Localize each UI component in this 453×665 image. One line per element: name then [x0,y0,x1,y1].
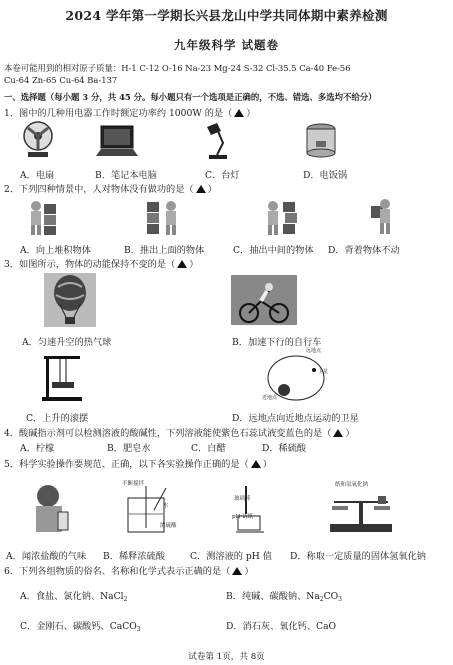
question-1-stem: 1．图中的几种用电器工作时额定功率约 1000W 的是（ ） [4,108,256,119]
q5-option-c: C．测溶液的 pH 值 [190,551,272,562]
q2-option-b: B．推出上面的物体 [124,245,205,256]
q3-option-d: D．远地点向近地点运动的卫星 [232,413,359,424]
triangle-blank-icon [251,460,261,468]
acid-label: 浓硫酸 [160,523,177,529]
exam-title: 2024 学年第一学期长兴县龙山中学共同体期中素养检测 [65,8,388,23]
triangle-blank-icon [177,260,187,268]
person-carrying-box-image [367,198,397,236]
triangle-blank-icon [196,185,206,193]
q2-option-c: C．抽出中间的物体 [233,245,314,256]
q5-option-d: D．称取一定质量的固体氢氧化钠 [290,551,426,562]
question-2-stem: 2．下列四种情景中，人对物体没有做功的是（ ） [4,184,217,195]
q4-option-c: C．白醋 [191,443,226,454]
hot-air-balloon-image [44,273,96,327]
q6-option-b: B．纯碱、碳酸钠、$Na_2CO_3$ [226,591,342,603]
triangle-blank-icon [234,109,244,117]
q4-option-b: B．肥皂水 [107,443,151,454]
rice-cooker-image [303,121,339,161]
paper-and-naoh-label: 纸和氢氧化钠 [335,482,369,488]
q1-option-d: D．电饭锅 [303,170,348,181]
q3-option-b: B．加速下行的自行车 [232,337,322,348]
question-5-stem: 5．科学实验操作要规范、正确，以下各实验操作正确的是（ ） [4,459,272,470]
smelling-acid-image [28,482,72,536]
balance-scale-image [326,488,396,534]
q1-option-c: C．台灯 [205,170,240,181]
glass-rod-label: 玻璃棒 [234,496,251,502]
ph-paper-label: pH 试纸 [232,514,254,520]
page-footer: 试卷第 1页，共 8页 [188,652,265,662]
question-4-stem: 4．酸碱指示剂可以检测溶液的酸碱性，下列溶液能使紫色石蕊试液变蓝色的是（ ） [4,428,355,439]
question-6-stem: 6．下列各组物质的俗名、名称和化学式表示正确的是（ ） [4,566,254,577]
q6-option-c: C．金刚石、碳酸钙、CaCO$_3$ [20,621,141,633]
q1-option-b: B．笔记本电脑 [95,170,157,181]
laptop-image [95,124,139,158]
q6-option-a: A．食盐、氯化钠、NaCl$_2$ [20,591,128,603]
water-label: 水 [163,503,169,509]
triangle-blank-icon [333,429,343,437]
satellite-label: 卫星 [318,369,329,375]
q2-option-d: D．背着物体不动 [328,245,400,256]
q5-option-b: B．稀释浓硫酸 [103,551,165,562]
far-point-label: 远地点 [306,348,322,354]
person-pulling-middle-box-image [263,198,303,236]
desk-lamp-image [203,121,231,161]
cyclist-image [231,275,297,325]
triangle-blank-icon [232,567,242,575]
q4-option-d: D．稀硫酸 [262,443,307,454]
q4-option-a: A．柠檬 [20,443,55,454]
person-pushing-top-box-image [145,198,185,236]
ph-test-diagram [220,484,280,536]
stir-label: 不断搅拌 [122,481,145,487]
near-point-label: 近地点 [262,395,278,401]
q6-option-d: D．消石灰、氧化钙、CaO [226,621,337,632]
atomic-mass-line-2: Cu-64 Zn-65 Cu-64 Ba-137 [4,75,118,85]
person-stacking-boxes-image [22,200,62,236]
q2-option-a: A．向上堆积物体 [20,245,91,256]
question-3-stem: 3．如图所示，物体的动能保持不变的是（ ） [4,259,199,270]
exam-subtitle: 九年级科学 试题卷 [173,38,279,52]
section-heading: 一、选择题（每小题 3 分，共 45 分。每小题只有一个选项是正确的，不选、错选、多选均不给分） [4,92,377,102]
q1-option-a: A．电扇 [20,170,55,181]
q3-option-c: C．上升的滚摆 [26,413,89,424]
q5-option-a: A．闻浓盐酸的气味 [6,551,87,562]
atomic-mass-line-1: 本卷可能用到的相对原子质量：H-1 C-12 O-16 Na-23 Mg-24 S-32 Cl-35.5 Ca-40 Fe-56 [4,63,351,73]
maxwell-wheel-image [42,354,82,402]
electric-fan-image [20,120,56,160]
q3-option-a: A．匀速升空的热气球 [22,337,112,348]
